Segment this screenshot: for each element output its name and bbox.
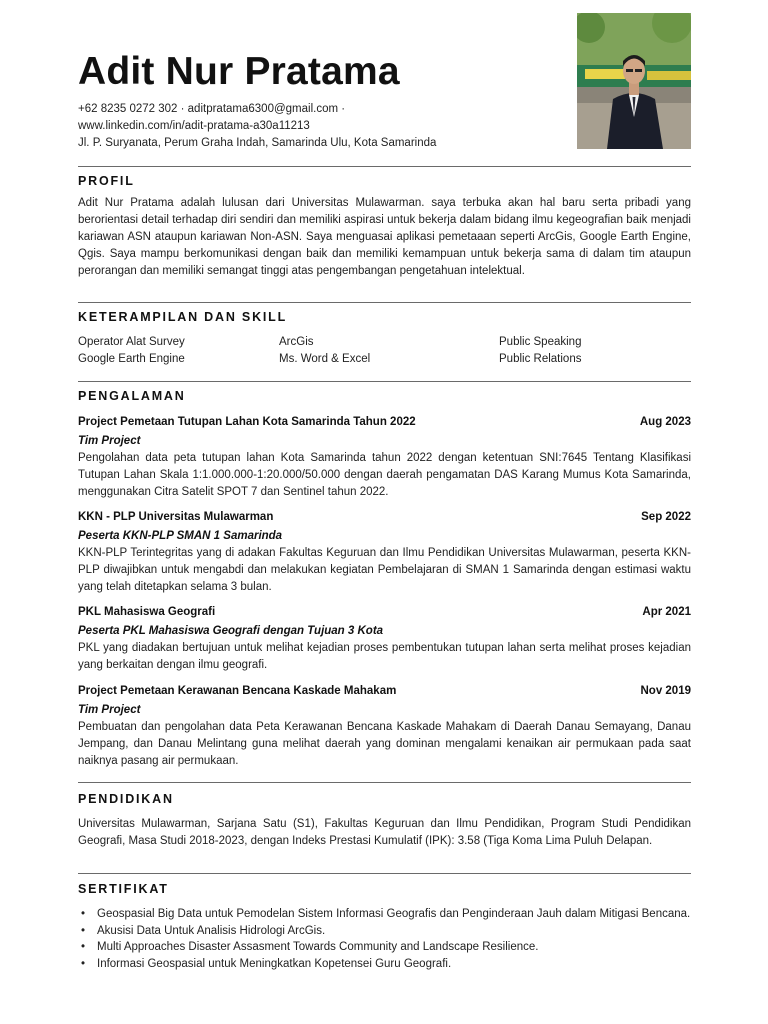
divider [78, 782, 691, 783]
bullet-icon: • [81, 924, 86, 937]
divider [78, 381, 691, 382]
divider [78, 166, 691, 167]
skill-item: Public Relations [499, 353, 582, 365]
experience-role: Tim Project [78, 704, 141, 716]
certificate-item [78, 906, 691, 923]
contact-phone-email: +62 8235 0272 302 · aditpratama6300@gmail.com · [78, 103, 346, 115]
experience-description: KKN-PLP Terintegritas yang di adakan Fakultas Keguruan dan Ilmu Pendidikan Universitas Mulawarman, peserta KKN-PLP diwajibkan untuk mengabdi dan melakukan kegiatan Pembelajaran di SMAN 1 Samarinda dengan estimasi waktu yang telah ditetapkan selama 3 bulan. [78, 547, 691, 593]
divider [78, 873, 691, 874]
experience-role: Peserta PKL Mahasiswa Geografi dengan Tujuan 3 Kota [78, 625, 384, 637]
experience-title: Project Pemetaan Tutupan Lahan Kota Samarinda Tahun 2022 [78, 416, 416, 428]
certificate-text: Akusisi Data Untuk Analisis Hidrologi ArcGis. [97, 924, 326, 937]
profile-photo [577, 13, 691, 149]
bullet-icon: • [81, 941, 86, 953]
skill-item: ArcGis [279, 336, 314, 348]
experience-date: Aug 2023 [639, 416, 691, 428]
experience-item [78, 416, 691, 501]
experience-description: Pembuatan dan pengolahan data Peta Kerawanan Bencana Kaskade Mahakam di Daerah Danau Semayang, Danau Jempang, dan Danau Melintang guna melihat daerah yang dominan mengalami kenaikan air permukaan pada saat naiknya pasang air permukaan. [78, 721, 691, 767]
certificate-text: Informasi Geospasial untuk Meningkatkan Kopetensei Guru Geografi. [97, 957, 452, 970]
experience-item [78, 511, 691, 596]
certificate-item [78, 939, 691, 956]
skills-column-1 [78, 334, 185, 368]
skill-item: Google Earth Engine [78, 353, 185, 365]
experience-header [78, 685, 691, 702]
experience-role: Tim Project [78, 435, 141, 447]
experience-item [78, 606, 691, 674]
skill-item: Public Speaking [499, 336, 582, 348]
bullet-icon: • [81, 957, 86, 970]
experience-header [78, 606, 691, 623]
certificate-text: Geospasial Big Data untuk Pemodelan Sistem Informasi Geografis dan Penginderaan Jauh dalam Mitigasi Bencana. [97, 908, 691, 920]
experience-role: Peserta KKN-PLP SMAN 1 Samarinda [78, 530, 283, 542]
experience-date: Apr 2021 [642, 606, 691, 618]
experience-date: Sep 2022 [641, 511, 691, 523]
section-title-experience: PENGALAMAN [78, 389, 186, 403]
section-title-certificates: SERTIFIKAT [78, 882, 169, 896]
contact-address: Jl. P. Suryanata, Perum Graha Indah, Samarinda Ulu, Kota Samarinda [78, 137, 437, 149]
skills-column-2 [279, 334, 370, 368]
section-title-skills: KETERAMPILAN DAN SKILL [78, 310, 288, 324]
experience-description: PKL yang diadakan bertujuan untuk melihat kejadian proses pembentukan tutupan lahan serta melihat proses kejadian yang berkaitan dengan ilmu geografi. [78, 642, 691, 671]
divider [78, 302, 691, 303]
skill-item: Ms. Word & Excel [279, 353, 371, 365]
certificate-item [78, 956, 691, 973]
section-title-education: PENDIDIKAN [78, 792, 174, 806]
skills-column-3 [499, 334, 581, 368]
section-title-profil: PROFIL [78, 174, 135, 188]
experience-header [78, 416, 691, 433]
experience-title: PKL Mahasiswa Geografi [78, 606, 216, 618]
certificate-list [78, 906, 691, 972]
experience-title: Project Pemetaan Kerawanan Bencana Kaskade Mahakam [78, 685, 397, 697]
education-text: Universitas Mulawarman, Sarjana Satu (S1), Fakultas Keguruan dan Ilmu Pendidikan, Program Studi Pendidikan Geografi, Masa Studi 2018-2023, dengan Indeks Prestasi Kumulatif (IPK): 3.58 (Tiga Koma Lima Puluh Delapan. [78, 818, 691, 847]
experience-description: Pengolahan data peta tutupan lahan Kota Samarinda tahun 2022 dengan ketentuan SNI:7645 Tentang Klasifikasi Tutupan Lahan Skala 1:1.000.000-1:20.000/50.000 dengan daerah pengamatan DAS Karang Mumus Kota Samarinda, menggunakan Citra Satelit SPOT 7 dan Sentinel tahun 2022. [78, 452, 691, 498]
certificate-item [78, 923, 691, 940]
experience-header [78, 511, 691, 528]
experience-date: Nov 2019 [640, 685, 691, 697]
experience-title: KKN - PLP Universitas Mulawarman [78, 511, 274, 523]
certificate-text: Multi Approaches Disaster Assasment Towards Community and Landscape Resilience. [97, 941, 539, 953]
contact-info [78, 101, 558, 152]
skill-item: Operator Alat Survey [78, 336, 185, 348]
profil-text: Adit Nur Pratama adalah lulusan dari Universitas Mulawarman. saya terbuka akan hal baru serta pribadi yang berorientasi detail terhadap diri sendiri dan memiliki aspirasi untuk bekerja dalam bidang ilmu kegeografian baik menjadi kariawan ASN ataupun kariawan Non-ASN. Saya menguasai aplikasi pemetaaan seperti ArcGis, Google Earth Engine, Qgis. Saya mampu berkomunikasi dengan baik dan memiliki kemampuan untuk bekerja sama di dalam tim ataupun perorangan dan memiliki semangat tinggi atas pengembangan pengetahuan intelektual. [78, 197, 691, 277]
bullet-icon: • [81, 908, 86, 920]
experience-item [78, 685, 691, 770]
candidate-name: Adit Nur Pratama [78, 50, 400, 93]
contact-linkedin: www.linkedin.com/in/adit-pratama-a30a11213 [78, 120, 310, 132]
